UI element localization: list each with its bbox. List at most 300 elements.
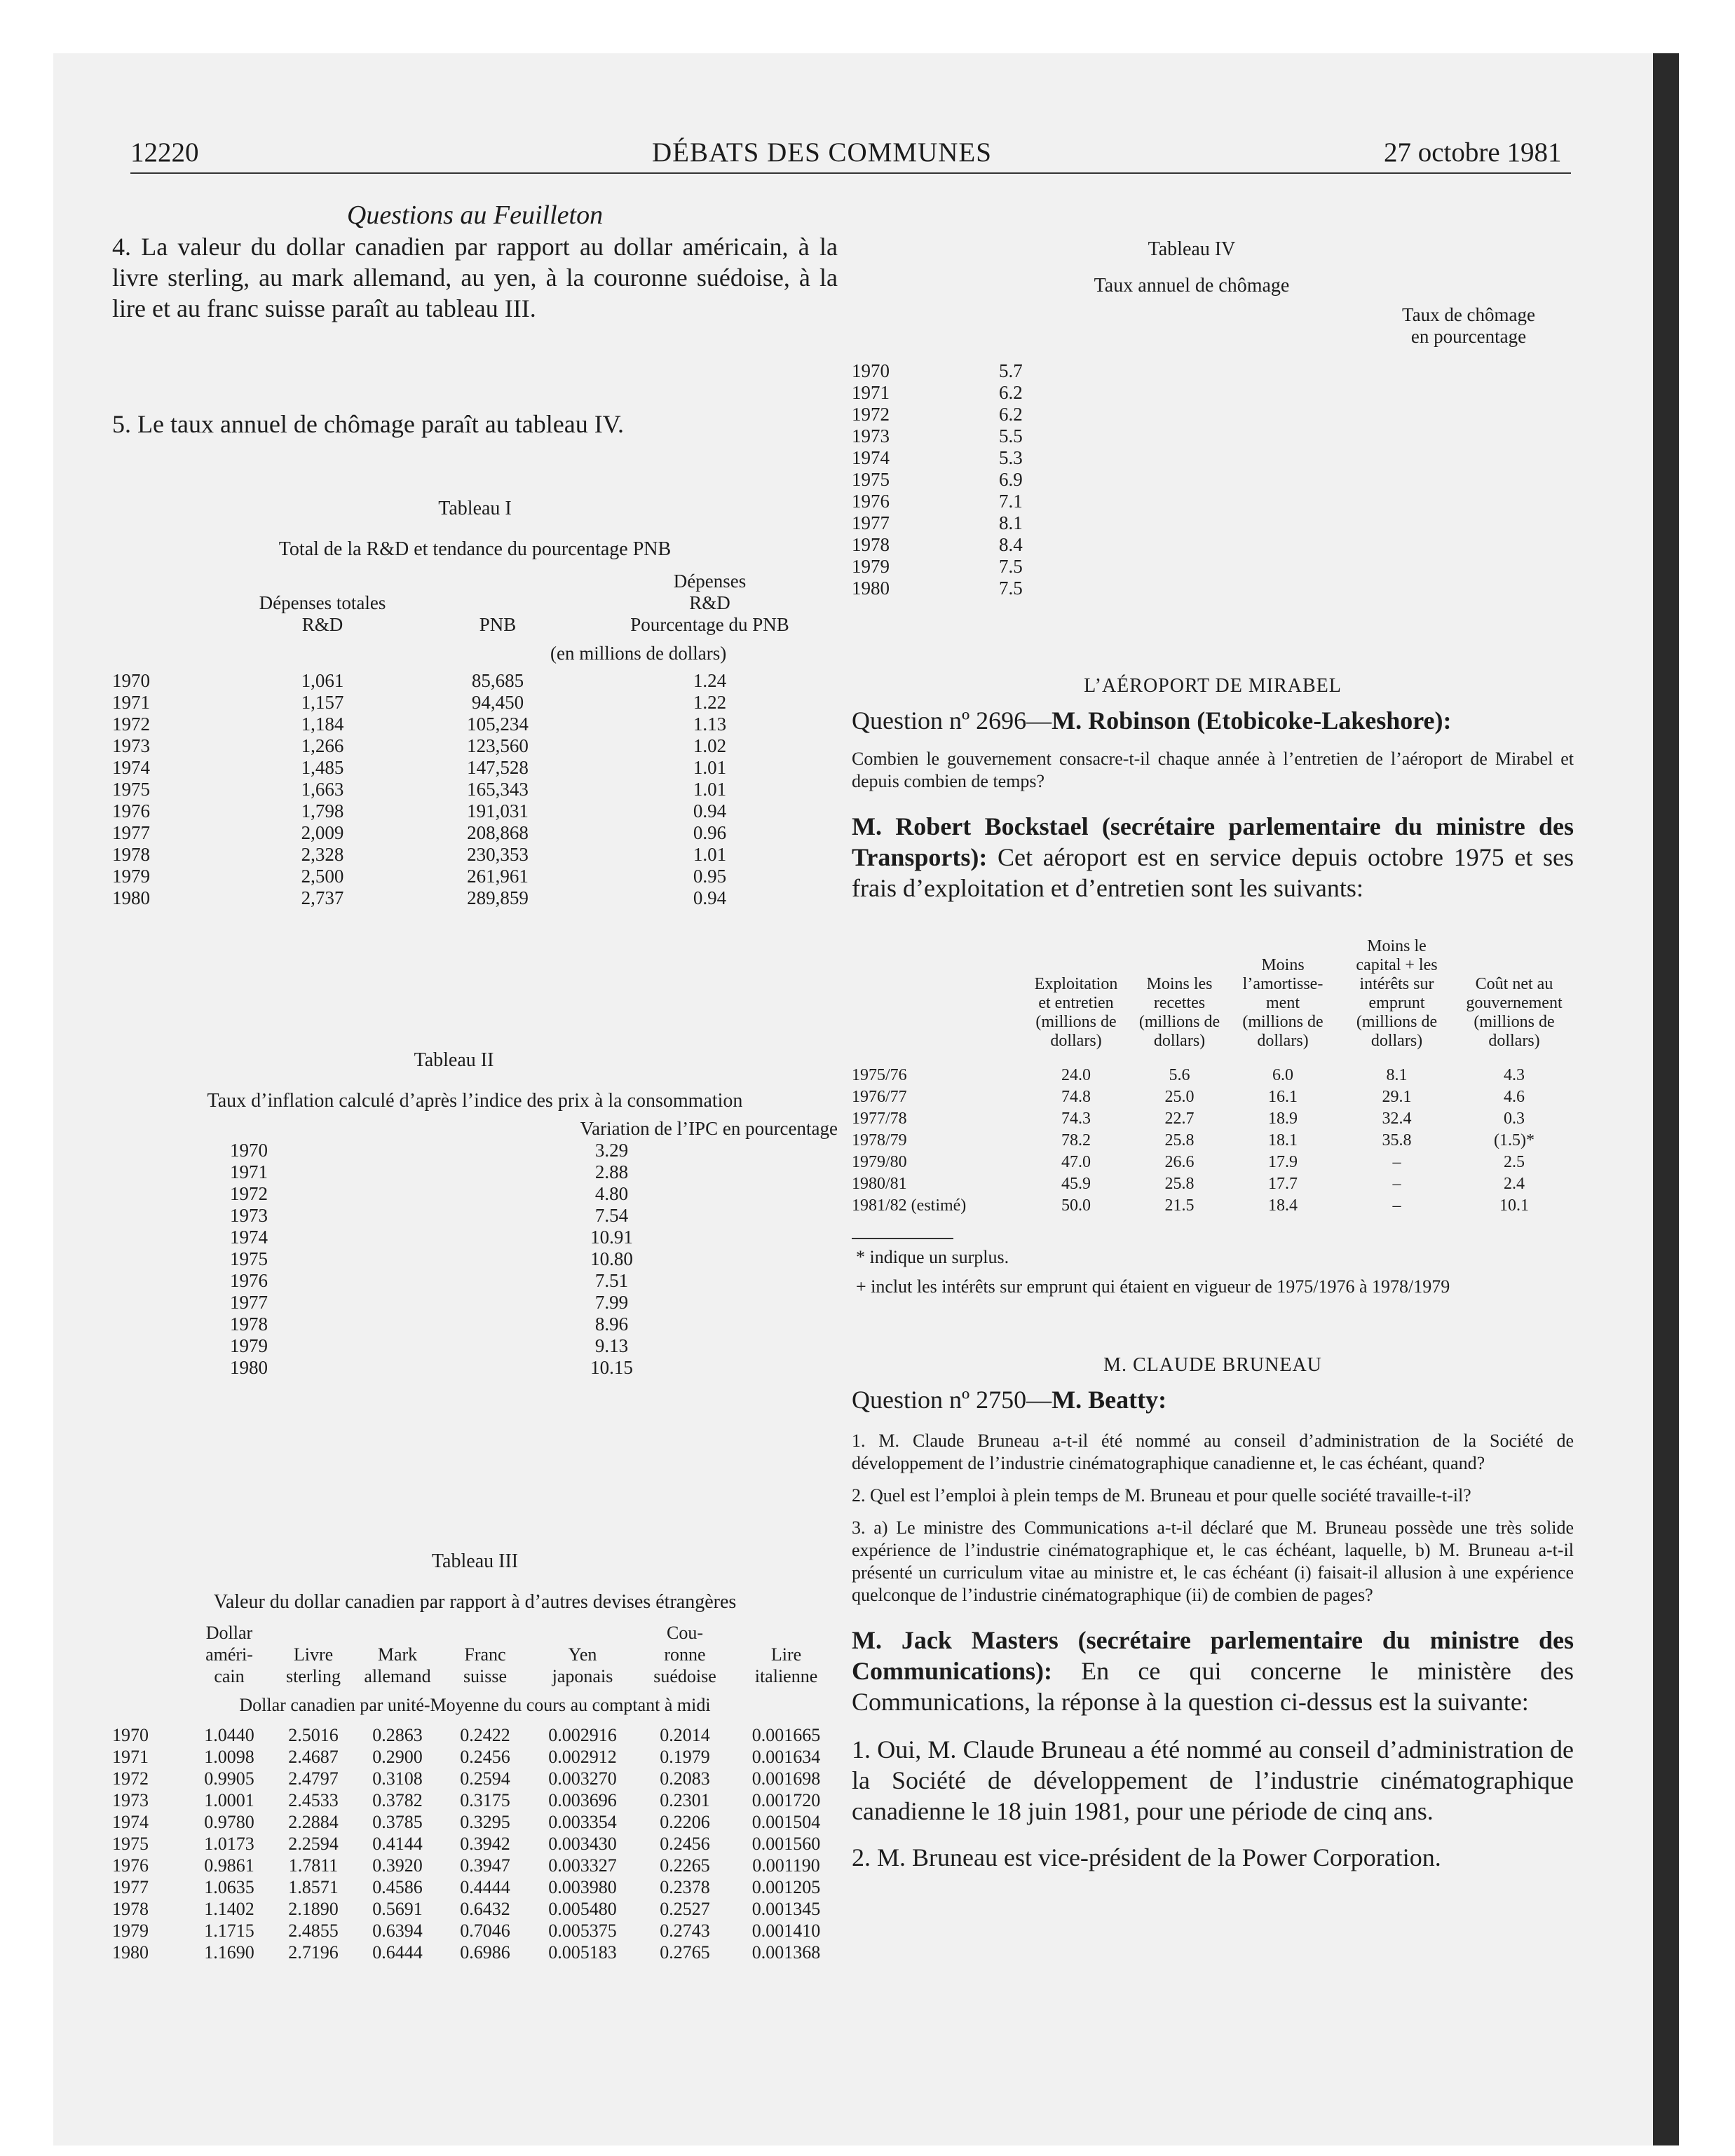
mirabel-row-cell: 17.7 — [1268, 1175, 1298, 1193]
mirabel-head-line: Moins — [1261, 956, 1305, 974]
mirabel-question-line — [852, 706, 1574, 735]
t2-row-cell: 3.29 — [594, 1140, 629, 1161]
t3-row-cell: 0.2083 — [660, 1768, 710, 1789]
t3-row-cell: 2.2594 — [288, 1834, 339, 1854]
t3-row-cell: 1975 — [112, 1834, 149, 1854]
table-3 — [112, 1550, 838, 1963]
t4-row-cell: 6.2 — [999, 404, 1023, 425]
t3-row-cell: 0.001190 — [752, 1855, 820, 1876]
mirabel-row-cell: 74.8 — [1061, 1088, 1091, 1106]
t3-row-cell: 0.003270 — [548, 1768, 617, 1789]
t3-row-cell: 2.4797 — [288, 1768, 339, 1789]
t1-row — [112, 822, 838, 844]
t2-row-cell: 1972 — [230, 1183, 268, 1204]
t4-row-cell: 1978 — [852, 534, 890, 555]
t3-row-cell: 0.4586 — [372, 1877, 423, 1897]
t1-row-cell: 105,234 — [467, 714, 529, 735]
t1-row — [112, 735, 838, 757]
mirabel-row-cell: (1.5)* — [1494, 1131, 1535, 1149]
mirabel-head-line: dollars) — [1257, 1032, 1309, 1050]
t4-row-cell: 6.2 — [999, 382, 1023, 403]
mirabel-row-cell: 0.3 — [1504, 1110, 1525, 1128]
bruneau-answer-text: En ce qui concerne le ministère des Communications, la réponse à la question ci-dessus est la suivante: — [852, 1657, 1574, 1716]
t3-row — [112, 1898, 838, 1920]
t1-row-cell: 2,009 — [301, 822, 344, 843]
t3-row-cell: 0.2206 — [660, 1812, 710, 1832]
mirabel-row-cell: 8.1 — [1386, 1066, 1408, 1084]
t3-row-cell: 0.3175 — [460, 1790, 510, 1810]
t3-head-line: Cou- — [667, 1623, 703, 1643]
table-3-subtitle: Valeur du dollar canadien par rapport à d’autres devises étrangères — [213, 1591, 737, 1613]
mirabel-head-line: gouvernement — [1466, 994, 1563, 1012]
t1-row-cell: 1970 — [112, 670, 150, 691]
bruneau-a2: 2. M. Bruneau est vice-président de la Power Corporation. — [852, 1843, 1441, 1871]
t3-row-cell: 0.6986 — [460, 1942, 510, 1963]
t3-row-cell: 0.001410 — [751, 1920, 821, 1941]
t1-row-cell: 85,685 — [471, 670, 524, 691]
t1-row-cell: 2,737 — [301, 887, 344, 908]
t3-row-cell: 0.005480 — [548, 1899, 617, 1919]
t4-row-cell: 1971 — [852, 382, 890, 403]
t3-col-head — [272, 1622, 355, 1687]
t3-head-line: améri- — [205, 1644, 253, 1665]
table-4-title: Tableau IV — [1148, 238, 1236, 260]
t3-row-cell: 0.2527 — [660, 1899, 710, 1919]
t3-head-line — [355, 1624, 440, 1644]
t3-row-cell: 0.003980 — [548, 1877, 617, 1897]
t4-row-cell: 1977 — [852, 512, 890, 533]
mirabel-row — [852, 1086, 1574, 1108]
mirabel-section — [852, 675, 1574, 1299]
t3-row-cell: 0.2301 — [660, 1790, 710, 1810]
t4-row-cell: 1970 — [852, 360, 890, 381]
t2-row-cell: 1979 — [230, 1335, 268, 1356]
t2-row — [112, 1335, 838, 1357]
t3-row-cell: 2.7196 — [288, 1942, 339, 1963]
t1-row-cell: 1973 — [112, 735, 150, 756]
t3-row — [112, 1833, 838, 1855]
mirabel-head-line: dollars) — [1488, 1032, 1540, 1050]
t3-head-line: Mark — [377, 1644, 418, 1665]
t4-row-cell: 1974 — [852, 447, 890, 468]
t1-row-cell: 0.94 — [693, 800, 727, 821]
t1-row-cell: 1980 — [112, 887, 150, 908]
t4-row — [852, 382, 1574, 404]
t3-head-line: cain — [214, 1666, 245, 1686]
mirabel-row-cell: 4.3 — [1504, 1066, 1525, 1084]
bruneau-question-line — [852, 1385, 1574, 1414]
mirabel-row-cell: 2.5 — [1504, 1153, 1525, 1171]
t3-row-cell: 0.003327 — [548, 1855, 617, 1876]
mirabel-question-text: Combien le gouvernement consacre-t-il chaque année à l’entretien de l’aéroport de Mirabel et depuis combien de temps? — [852, 749, 1574, 791]
t3-row-cell: 0.3295 — [460, 1812, 510, 1832]
t1-row-cell: 1975 — [112, 779, 150, 800]
t4-head-b: en pourcentage — [1410, 326, 1527, 347]
t1-row-cell: 1,266 — [301, 735, 344, 756]
t3-row-cell: 0.003354 — [548, 1812, 617, 1832]
t3-row-cell: 1970 — [112, 1725, 149, 1745]
mirabel-row-cell: 2.4 — [1504, 1175, 1525, 1193]
t2-row — [112, 1292, 838, 1314]
mirabel-row-cell: 25.0 — [1164, 1088, 1195, 1106]
t1-row-cell: 123,560 — [467, 735, 529, 756]
t3-row-cell: 2.4533 — [288, 1790, 339, 1810]
t4-row — [852, 578, 1574, 599]
mirabel-row-cell: 1980/81 — [852, 1175, 907, 1193]
t1-row-cell: 1.01 — [693, 844, 727, 865]
t3-row-cell: 0.3920 — [372, 1855, 423, 1876]
t3-row — [112, 1746, 838, 1768]
t2-row-cell: 10.80 — [590, 1248, 633, 1269]
mirabel-head-line — [1132, 937, 1227, 956]
t1-row — [112, 757, 838, 779]
mirabel-row-cell: 1977/78 — [852, 1110, 907, 1128]
t3-col-head — [735, 1622, 838, 1687]
paragraph-5: 5. Le taux annuel de chômage paraît au tableau IV. — [112, 410, 625, 438]
mirabel-row-cell: – — [1392, 1175, 1401, 1193]
table-1-title: Tableau I — [438, 498, 512, 519]
mirabel-head-line: dollars) — [1153, 1032, 1206, 1050]
t1-row — [112, 670, 838, 692]
mirabel-row-cell: 18.4 — [1268, 1196, 1298, 1215]
mirabel-row-cell: 25.8 — [1164, 1131, 1195, 1149]
t3-row-cell: 1.1715 — [204, 1920, 254, 1941]
mirabel-row-cell: 16.1 — [1268, 1088, 1298, 1106]
mirabel-row-cell: 5.6 — [1169, 1066, 1190, 1084]
t2-row-cell: 10.15 — [590, 1357, 633, 1378]
t3-row-cell: 0.2594 — [460, 1768, 510, 1789]
mirabel-row-cell: 21.5 — [1164, 1196, 1195, 1215]
page-number: 12220 — [130, 137, 199, 168]
t3-row — [112, 1855, 838, 1876]
t3-row-cell: 0.7046 — [460, 1920, 510, 1941]
t3-row-cell: 0.2765 — [660, 1942, 710, 1963]
t2-row — [112, 1140, 838, 1161]
mirabel-row-cell: 32.4 — [1382, 1110, 1412, 1128]
mirabel-row-cell: 35.8 — [1382, 1131, 1412, 1149]
t3-row-cell: 0.3942 — [460, 1834, 510, 1854]
mirabel-head-line: Moins les — [1146, 975, 1213, 993]
mirabel-answer-text: Cet aéroport est en service depuis octobre 1975 et ses frais d’exploitation et d’entretien sont les suivants: — [852, 843, 1574, 902]
table-2-subtitle: Taux d’inflation calculé d’après l’indice des prix à la consommation — [207, 1090, 743, 1112]
t3-row-cell: 0.001205 — [751, 1877, 821, 1897]
t3-row-cell: 0.3785 — [372, 1812, 423, 1832]
t3-head-line: allemand — [364, 1666, 431, 1686]
t2-row — [112, 1227, 838, 1248]
mirabel-row-cell: 50.0 — [1061, 1196, 1091, 1215]
mirabel-question-prefix: Question nº 2696— — [852, 707, 1052, 735]
mirabel-row — [852, 1195, 1574, 1217]
t4-row-cell: 1980 — [852, 578, 890, 599]
mirabel-heading: L’AÉROPORT DE MIRABEL — [1084, 675, 1342, 697]
t3-row-cell: 0.003696 — [548, 1790, 617, 1810]
t3-row-cell: 1.0635 — [204, 1877, 254, 1897]
mirabel-row — [852, 1152, 1574, 1173]
t3-row-cell: 1976 — [112, 1855, 149, 1876]
t1-col1-head-b: R&D — [301, 614, 343, 635]
t2-row — [112, 1248, 838, 1270]
t2-row — [112, 1357, 838, 1379]
bruneau-a1: 1. Oui, M. Claude Bruneau a été nommé au conseil d’administration de la Société de développement de l’industrie cinématographique canadienne le 18 juin 1981, pour une période de cinq ans. — [852, 1735, 1574, 1825]
t1-row-cell: 1.01 — [693, 779, 727, 800]
t3-row-cell: 1974 — [112, 1812, 149, 1832]
t3-row-cell: 1.1402 — [204, 1899, 254, 1919]
t3-head-line: suédoise — [653, 1666, 716, 1686]
t1-row-cell: 1.13 — [693, 714, 727, 735]
mirabel-head-line — [1132, 956, 1227, 975]
t3-row-cell: 0.001368 — [751, 1942, 821, 1963]
mirabel-head-line: recettes — [1153, 994, 1206, 1012]
t1-row-cell: 1.24 — [693, 670, 727, 691]
t3-row-cell: 0.001698 — [751, 1768, 821, 1789]
t1-unit: (en millions de dollars) — [550, 643, 727, 664]
t4-row-cell: 7.5 — [999, 556, 1023, 577]
mirabel-row-cell: 18.1 — [1268, 1131, 1298, 1149]
t3-unit: Dollar canadien par unité-Moyenne du cours au comptant à midi — [239, 1695, 711, 1715]
t2-row-cell: 1976 — [230, 1270, 268, 1291]
t4-row-cell: 1975 — [852, 469, 890, 490]
t1-col1-head-a: Dépenses totales — [259, 592, 386, 613]
t3-row-cell: 0.2014 — [660, 1725, 710, 1745]
t3-row-cell: 1972 — [112, 1768, 149, 1789]
t3-row-cell: 0.2378 — [660, 1877, 710, 1897]
t2-row-cell: 1975 — [230, 1248, 268, 1269]
t2-row-cell: 7.54 — [594, 1205, 629, 1226]
t4-head-a: Taux de chômage — [1401, 304, 1536, 325]
t1-row-cell: 1971 — [112, 692, 150, 713]
t2-row-cell: 7.99 — [594, 1292, 629, 1313]
t3-col-head — [186, 1622, 272, 1687]
t3-row-cell: 0.002916 — [548, 1725, 617, 1745]
section-title: Questions au Feuilleton — [346, 200, 604, 230]
mirabel-row — [852, 1130, 1574, 1152]
t1-row — [112, 779, 838, 800]
t2-row-cell: 1973 — [230, 1205, 268, 1226]
t3-row-cell: 0.3947 — [460, 1855, 510, 1876]
t3-head-line — [440, 1624, 530, 1644]
mirabel-row-cell: 4.6 — [1504, 1088, 1525, 1106]
mirabel-head-line: Exploitation — [1034, 975, 1118, 993]
t1-row-cell: 261,961 — [467, 866, 529, 887]
t3-head-line: sterling — [286, 1666, 341, 1686]
t3-row-cell: 1.1690 — [204, 1942, 254, 1963]
t1-row-cell: 0.94 — [693, 887, 727, 908]
mirabel-head-line: (millions de — [1474, 1013, 1555, 1031]
t4-row — [852, 512, 1574, 534]
t1-row-cell: 0.95 — [693, 866, 727, 887]
t3-row — [112, 1768, 838, 1789]
t3-row-cell: 0.2456 — [460, 1747, 510, 1767]
mirabel-head-line: l’amortisse- — [1242, 975, 1324, 993]
t2-row — [112, 1270, 838, 1292]
mirabel-head-line: dollars) — [1050, 1032, 1102, 1050]
mirabel-head-line — [1455, 956, 1574, 975]
t2-row-cell: 10.91 — [590, 1227, 633, 1248]
t4-row-cell: 5.7 — [999, 360, 1023, 381]
t1-row-cell: 191,031 — [467, 800, 529, 821]
table-4 — [852, 238, 1574, 599]
t2-col-head: Variation de l’IPC en pourcentage — [580, 1118, 838, 1139]
t3-row-cell: 0.2422 — [460, 1725, 510, 1745]
mirabel-head-line: Moins le — [1367, 937, 1427, 955]
mirabel-row-cell: – — [1392, 1196, 1401, 1215]
bruneau-answer — [852, 1625, 1574, 1717]
t3-row-cell: 1.0440 — [204, 1725, 254, 1745]
bruneau-q3: 3. a) Le ministre des Communications a-t-il déclaré que M. Bruneau possède une très solide expérience de l’industrie cinématographique et, le cas échéant, laquelle, b) M. Bruneau a-t-il présenté un curriculum vitae au ministre et, le cas échéant (i) faisait-il allusion à une expérience quelconque de l’industrie cinématographique (ii) de combien de pages? — [852, 1517, 1574, 1605]
t1-row-cell: 230,353 — [467, 844, 529, 865]
paragraph-4: 4. La valeur du dollar canadien par rapport au dollar américain, à la livre sterling, au mark allemand, au yen, à la couronne suédoise, à la lire et au franc suisse paraît au tableau III. — [112, 233, 838, 322]
mirabel-row-cell: – — [1392, 1153, 1401, 1171]
t3-row-cell: 1.0098 — [204, 1747, 254, 1767]
t1-row-cell: 1976 — [112, 800, 150, 821]
mirabel-row-cell: 24.0 — [1061, 1066, 1091, 1084]
footnote-surplus: * indique un surplus. — [856, 1247, 1009, 1267]
table-3-title: Tableau III — [431, 1550, 519, 1572]
t2-row-cell: 7.51 — [594, 1270, 629, 1291]
t3-col-head — [440, 1622, 530, 1687]
t4-row-cell: 1976 — [852, 491, 890, 512]
t3-row-cell: 0.001665 — [751, 1725, 821, 1745]
t3-row-cell: 0.9905 — [204, 1768, 254, 1789]
t1-row — [112, 692, 838, 714]
t3-row-cell: 1980 — [112, 1942, 149, 1963]
t4-row-cell: 1979 — [852, 556, 890, 577]
t2-row-cell: 1974 — [230, 1227, 268, 1248]
t2-row-cell: 1978 — [230, 1314, 268, 1335]
t3-row-cell: 0.003430 — [548, 1834, 617, 1854]
t1-row-cell: 208,868 — [467, 822, 529, 843]
mirabel-head-line: capital + les — [1356, 956, 1438, 974]
mirabel-row-cell: 47.0 — [1061, 1153, 1091, 1171]
mirabel-row-cell: 17.9 — [1268, 1153, 1298, 1171]
mirabel-row-cell: 29.1 — [1382, 1088, 1412, 1106]
header-rule — [130, 172, 1571, 174]
t3-head-line: Lire — [770, 1644, 802, 1665]
mirabel-row-cell: 1979/80 — [852, 1153, 907, 1171]
t1-col3-head-b: R&D — [689, 592, 730, 613]
mirabel-answer-speaker: M. Robert Bockstael (secrétaire parlementaire du ministre des Transports): — [852, 812, 1574, 871]
t3-row-cell: 0.002912 — [548, 1747, 617, 1767]
mirabel-head-line: (millions de — [1138, 1013, 1220, 1031]
table-1-subtitle: Total de la R&D et tendance du pourcentage PNB — [278, 538, 672, 560]
t3-row-cell: 2.1890 — [288, 1899, 339, 1919]
t4-row-cell: 1973 — [852, 425, 890, 446]
t3-row-cell: 0.005183 — [548, 1942, 617, 1963]
t3-head-line: Dollar — [205, 1623, 253, 1643]
mirabel-row-cell: 1981/82 (estimé) — [852, 1196, 967, 1215]
t3-row-cell: 1.0001 — [204, 1790, 254, 1810]
t4-row — [852, 469, 1574, 491]
mirabel-row-cell: 10.1 — [1499, 1196, 1529, 1215]
mirabel-row-cell: 6.0 — [1272, 1066, 1293, 1084]
t3-row-cell: 0.5691 — [372, 1899, 423, 1919]
t1-row — [112, 714, 838, 735]
t4-row-cell: 6.9 — [999, 469, 1023, 490]
t1-row-cell: 147,528 — [467, 757, 529, 778]
t1-col2-head: PNB — [479, 614, 517, 635]
t1-row-cell: 1,798 — [301, 800, 344, 821]
mirabel-row — [852, 1173, 1574, 1195]
mirabel-answer — [852, 811, 1574, 903]
t1-row-cell: 1977 — [112, 822, 150, 843]
bruneau-q1: 1. M. Claude Bruneau a-t-il été nommé au conseil d’administration de la Société de développement de l’industrie cinématographique canadienne et, le cas échéant, quand? — [852, 1431, 1574, 1473]
mirabel-row-cell: 26.6 — [1164, 1153, 1195, 1171]
t3-head-line: Franc — [464, 1644, 506, 1665]
bruneau-q2: 2. Quel est l’emploi à plein temps de M. Bruneau et pour quelle société travaille-t-il? — [852, 1485, 1471, 1506]
t4-row — [852, 534, 1574, 556]
bruneau-heading: M. CLAUDE BRUNEAU — [1103, 1354, 1322, 1376]
t1-row-cell: 165,343 — [467, 779, 529, 800]
t3-row-cell: 0.005375 — [548, 1920, 617, 1941]
t3-row — [112, 1724, 838, 1746]
footnote-interest: + inclut les intérêts sur emprunt qui étaient en vigueur de 1975/1976 à 1978/1979 — [856, 1276, 1450, 1297]
mirabel-head-line: (millions de — [1242, 1013, 1324, 1031]
t3-head-line: Livre — [293, 1644, 334, 1665]
mirabel-head-line: (millions de — [1035, 1013, 1117, 1031]
t4-row-cell: 7.5 — [999, 578, 1023, 599]
t2-row-cell: 2.88 — [594, 1161, 629, 1182]
t3-row-cell: 2.5016 — [288, 1725, 339, 1745]
mirabel-head-line: dollars) — [1370, 1032, 1423, 1050]
journal-title: DÉBATS DES COMMUNES — [652, 137, 992, 168]
mirabel-row — [852, 1065, 1574, 1086]
t3-row-cell: 0.2900 — [372, 1747, 423, 1767]
t4-row-cell: 8.4 — [999, 534, 1023, 555]
t3-head-line: japonais — [552, 1666, 613, 1686]
t3-row — [112, 1942, 838, 1963]
t1-row-cell: 1974 — [112, 757, 150, 778]
t4-row-cell: 5.3 — [999, 447, 1023, 468]
mirabel-head-line: Coût net au — [1475, 975, 1553, 993]
t3-row-cell: 0.3108 — [372, 1768, 423, 1789]
t1-row-cell: 289,859 — [467, 887, 529, 908]
t3-head-line — [272, 1624, 355, 1644]
t1-row — [112, 800, 838, 822]
mirabel-head-line: intérêts sur — [1359, 975, 1434, 993]
t4-row — [852, 491, 1574, 512]
t2-row-cell: 1980 — [230, 1357, 268, 1378]
t3-row-cell: 0.1979 — [660, 1747, 710, 1767]
t3-col-head — [635, 1622, 735, 1687]
table-1 — [112, 498, 838, 909]
t1-row-cell: 1972 — [112, 714, 150, 735]
t3-row-cell: 2.2884 — [288, 1812, 339, 1832]
t4-row-cell: 7.1 — [999, 491, 1023, 512]
t1-row-cell: 94,450 — [471, 692, 524, 713]
t3-head-line: ronne — [664, 1644, 706, 1665]
t3-row-cell: 1977 — [112, 1877, 149, 1897]
t3-row-cell: 1.0173 — [204, 1834, 254, 1854]
t1-col3-head-c: Pourcentage du PNB — [630, 614, 789, 635]
t2-row-cell: 1971 — [230, 1161, 268, 1182]
t2-row-cell: 4.80 — [594, 1183, 629, 1204]
t3-row-cell: 0.2456 — [660, 1834, 710, 1854]
t3-row-cell: 0.3782 — [372, 1790, 423, 1810]
t3-row-cell: 0.6394 — [372, 1920, 423, 1941]
t3-row-cell: 1.8571 — [288, 1877, 339, 1897]
t2-row — [112, 1314, 838, 1335]
t1-row-cell: 1,061 — [301, 670, 344, 691]
t3-row-cell: 1971 — [112, 1747, 149, 1767]
t3-row-cell: 1979 — [112, 1920, 149, 1941]
t3-head-line: suisse — [463, 1666, 508, 1686]
t3-row-cell: 0.2863 — [372, 1725, 423, 1745]
t2-row-cell: 1977 — [230, 1292, 268, 1313]
t4-row — [852, 447, 1574, 469]
bruneau-question-prefix: Question nº 2750— — [852, 1386, 1052, 1414]
t3-head-line: Yen — [568, 1644, 597, 1665]
t1-row-cell: 1979 — [112, 866, 150, 887]
